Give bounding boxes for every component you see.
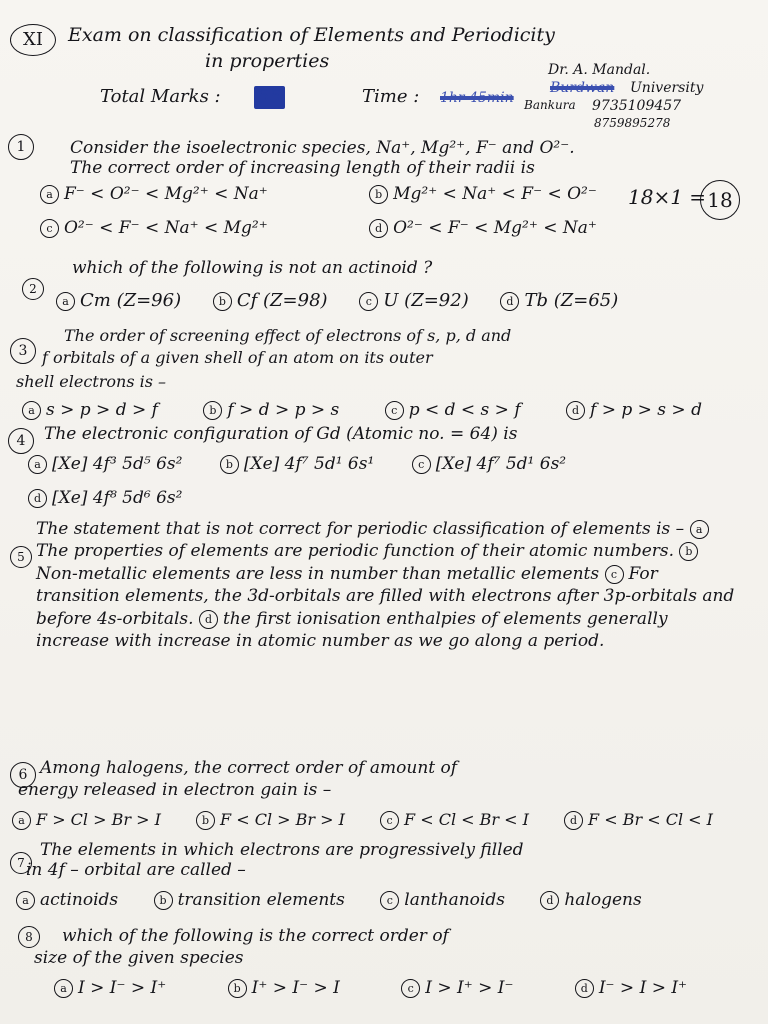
- option-text: F < Br < Cl < I: [588, 810, 713, 829]
- option-label: c: [359, 292, 378, 311]
- time-value: 1hr 45min: [440, 90, 514, 106]
- question-8-options: [54, 978, 687, 999]
- option-label: d: [500, 292, 519, 311]
- score-total: 18: [700, 180, 740, 220]
- option-d[interactable]: [369, 218, 597, 239]
- option-label: b: [213, 292, 232, 311]
- option-text: Non-metallic elements are less in number than metallic elements: [36, 563, 600, 584]
- option-text: [Xe] 4f⁷ 5d¹ 6s¹: [243, 454, 375, 474]
- question-5-line-1: The statement that is not correct for periodic classification of elements is –: [36, 519, 685, 539]
- option-text: [Xe] 4f⁷ 5d¹ 6s²: [435, 454, 567, 474]
- option-label: c: [385, 401, 404, 420]
- question-1-line-1: Consider the isoelectronic species, Na⁺, Mg²⁺, F⁻ and O²⁻.: [70, 138, 575, 158]
- question-6-line-2: energy released in electron gain is –: [18, 780, 332, 800]
- question-1: [8, 134, 34, 160]
- question-7-line-2: in 4f – orbital are called –: [26, 860, 246, 880]
- option-text: actinoids: [40, 890, 119, 910]
- question-2-options: [56, 290, 618, 313]
- option-label: d: [564, 811, 583, 830]
- option-label: c: [605, 565, 624, 584]
- phone-number-1: 9735109457: [592, 98, 682, 114]
- option-text: lanthanoids: [404, 890, 505, 910]
- total-marks-value: 55: [254, 86, 285, 109]
- time-label: Time :: [362, 86, 420, 107]
- option-text: the first ionisation enthalpies of elements generally increase with increase in atomic number as we go along a period.: [36, 608, 668, 652]
- option-a[interactable]: [56, 290, 181, 313]
- question-number: 8: [18, 926, 40, 948]
- question-number: 6: [10, 762, 36, 788]
- option-label: c: [40, 219, 59, 238]
- option-label: b: [203, 401, 222, 420]
- option-text: F < Cl > Br > I: [220, 810, 345, 829]
- option-label: b: [154, 891, 173, 910]
- question-6-line-1: Among halogens, the correct order of amount of: [40, 758, 458, 778]
- option-text: Mg²⁺ < Na⁺ < F⁻ < O²⁻: [393, 184, 597, 204]
- question-4-options-row-2: [28, 488, 216, 509]
- option-label: d: [369, 219, 388, 238]
- paper-number-badge: XI: [10, 24, 56, 56]
- option-label: b: [196, 811, 215, 830]
- question-3: [10, 338, 36, 364]
- option-b[interactable]: [196, 810, 345, 830]
- option-d[interactable]: [28, 488, 182, 509]
- option-label: a: [690, 520, 709, 539]
- option-text: I⁺ > I⁻ > I: [251, 978, 340, 998]
- question-1-options-row-1: [40, 184, 631, 205]
- question-7-options: [16, 890, 642, 911]
- option-label: d: [28, 489, 47, 508]
- option-label: a: [16, 891, 35, 910]
- option-c[interactable]: [380, 890, 505, 911]
- question-3-options: [22, 400, 702, 421]
- option-a[interactable]: [40, 184, 268, 205]
- question-8: [18, 926, 40, 948]
- question-number: 7: [10, 852, 32, 874]
- option-text: O²⁻ < F⁻ < Mg²⁺ < Na⁺: [393, 218, 597, 238]
- option-label: b: [228, 979, 247, 998]
- option-label: d: [540, 891, 559, 910]
- option-a[interactable]: [16, 890, 118, 911]
- author-name: Dr. A. Mandal.: [548, 62, 651, 78]
- option-text: I > I⁻ > I⁺: [78, 978, 167, 998]
- option-text: F < Cl < Br < I: [404, 810, 529, 829]
- question-2-line-1: which of the following is not an actinoid ?: [72, 258, 433, 278]
- option-label: b: [369, 185, 388, 204]
- option-b[interactable]: [369, 184, 597, 205]
- option-text: F > Cl > Br > I: [36, 810, 161, 829]
- option-text: [Xe] 4f⁸ 5d⁶ 6s²: [52, 488, 183, 508]
- question-5: [10, 546, 32, 568]
- option-c[interactable]: [412, 454, 566, 475]
- question-8-line-2: size of the given species: [34, 948, 244, 968]
- option-text: f > p > s > d: [590, 400, 702, 420]
- question-2: [22, 278, 44, 300]
- score-expression: 18×1 =: [628, 185, 707, 209]
- option-label: d: [199, 610, 218, 629]
- option-text: F⁻ < O²⁻ < Mg²⁺ < Na⁺: [64, 184, 268, 204]
- question-3-line-1: The order of screening effect of electrons of s, p, d and: [64, 326, 512, 345]
- option-label: c: [380, 811, 399, 830]
- option-text: The properties of elements are periodic function of their atomic numbers.: [36, 541, 675, 562]
- option-text: s > p > d > f: [46, 400, 158, 420]
- option-text: halogens: [564, 890, 642, 910]
- option-c[interactable]: [380, 810, 529, 830]
- exam-title: Exam on classification of Elements and Periodicity: [68, 24, 555, 46]
- option-label: d: [566, 401, 585, 420]
- question-7-line-1: The elements in which electrons are progressively filled: [40, 840, 524, 860]
- question-4-options-row-1: [28, 454, 566, 475]
- question-3-line-3: shell electrons is –: [16, 372, 167, 391]
- option-label: c: [401, 979, 420, 998]
- option-label: a: [22, 401, 41, 420]
- option-label: a: [12, 811, 31, 830]
- option-a[interactable]: [12, 810, 161, 830]
- location-name: Bankura: [524, 98, 576, 112]
- option-label: c: [380, 891, 399, 910]
- option-d[interactable]: [540, 890, 641, 911]
- institution-name: University: [630, 80, 704, 96]
- option-text: I > I⁺ > I⁻: [425, 978, 514, 998]
- option-b[interactable]: [220, 454, 374, 475]
- question-3-line-2: f orbitals of a given shell of an atom on its outer: [42, 348, 433, 367]
- institution-struck: Burdwan: [550, 80, 615, 96]
- option-text: For transition elements, the 3d-orbitals are filled with electrons after 3p-orbitals and before 4s-orbitals.: [36, 563, 735, 629]
- option-label: b: [679, 542, 698, 561]
- option-text: O²⁻ < F⁻ < Na⁺ < Mg²⁺: [64, 218, 268, 238]
- option-text: Tb (Z=65): [524, 290, 619, 311]
- option-text: U (Z=92): [383, 290, 469, 311]
- exam-title-line2: in properties: [205, 50, 330, 72]
- option-d[interactable]: [566, 400, 702, 421]
- question-number: 1: [8, 134, 34, 160]
- option-label: a: [54, 979, 73, 998]
- option-label: a: [40, 185, 59, 204]
- option-label: a: [56, 292, 75, 311]
- option-label: d: [575, 979, 594, 998]
- option-text: [Xe] 4f³ 5d⁵ 6s²: [52, 454, 183, 474]
- option-text: I⁻ > I > I⁺: [598, 978, 688, 998]
- option-b[interactable]: [228, 978, 340, 999]
- option-b[interactable]: [203, 400, 339, 421]
- option-text: p < d < s > f: [408, 400, 521, 420]
- option-label: c: [412, 455, 431, 474]
- option-label: b: [220, 455, 239, 474]
- question-6-options: [12, 810, 713, 830]
- option-c[interactable]: [40, 218, 268, 239]
- option-text: f > d > p > s: [227, 400, 340, 420]
- option-text: transition elements: [177, 890, 345, 910]
- question-number: 5: [10, 546, 32, 568]
- total-marks-label: Total Marks :: [100, 86, 221, 107]
- question-5-body: [36, 518, 736, 653]
- question-number: 3: [10, 338, 36, 364]
- question-1-line-2: The correct order of increasing length of their radii is: [70, 158, 535, 178]
- question-8-line-1: which of the following is the correct order of: [62, 926, 449, 946]
- option-text: Cm (Z=96): [80, 290, 182, 311]
- question-number: 4: [8, 428, 34, 454]
- option-d[interactable]: [575, 978, 687, 999]
- question-4-line-1: The electronic configuration of Gd (Atomic no. = 64) is: [44, 424, 518, 444]
- option-a[interactable]: [22, 400, 158, 421]
- option-d[interactable]: [500, 290, 618, 313]
- question-4: [8, 428, 34, 454]
- option-c[interactable]: [359, 290, 468, 313]
- option-label: a: [28, 455, 47, 474]
- option-d[interactable]: [564, 810, 713, 830]
- option-a[interactable]: [28, 454, 182, 475]
- option-text: Cf (Z=98): [236, 290, 328, 311]
- question-1-options-row-2: [40, 218, 631, 239]
- option-b[interactable]: [154, 890, 345, 911]
- option-a[interactable]: [54, 978, 166, 999]
- option-c[interactable]: [401, 978, 513, 999]
- option-b[interactable]: [213, 290, 328, 313]
- option-c[interactable]: [385, 400, 521, 421]
- question-number: 2: [22, 278, 44, 300]
- phone-number-2: 8759895278: [594, 116, 671, 130]
